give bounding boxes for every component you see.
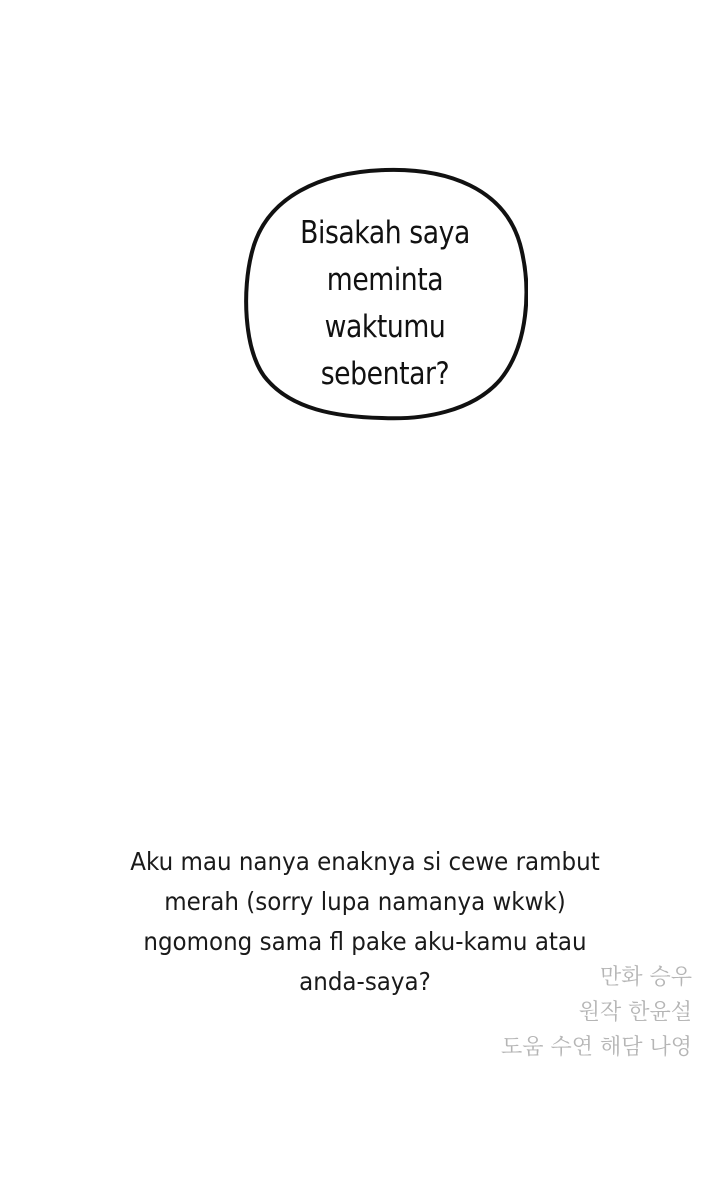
- speech-line-2: meminta: [326, 262, 444, 298]
- credit-line-2: 원작 한윤설: [578, 1000, 692, 1025]
- speech-line-1: Bisakah saya: [300, 215, 470, 251]
- speech-line-3: waktumu: [324, 309, 446, 345]
- speech-line-4: sebentar?: [320, 356, 450, 392]
- comment-line-3: ngomong sama fl pake aku-kamu atau: [143, 927, 587, 956]
- credit-line-3: 도움 수연 해담 나영: [501, 1035, 692, 1060]
- credits-block: [501, 960, 692, 1065]
- comment-line-4: anda-saya?: [299, 967, 431, 996]
- comment-line-2: merah (sorry lupa namanya wkwk): [164, 887, 566, 916]
- credit-line-1: 만화 승우: [599, 965, 692, 990]
- speech-bubble-text: [262, 210, 508, 398]
- speech-bubble: [242, 166, 528, 422]
- comment-line-1: Aku mau nanya enaknya si cewe rambut: [130, 847, 600, 876]
